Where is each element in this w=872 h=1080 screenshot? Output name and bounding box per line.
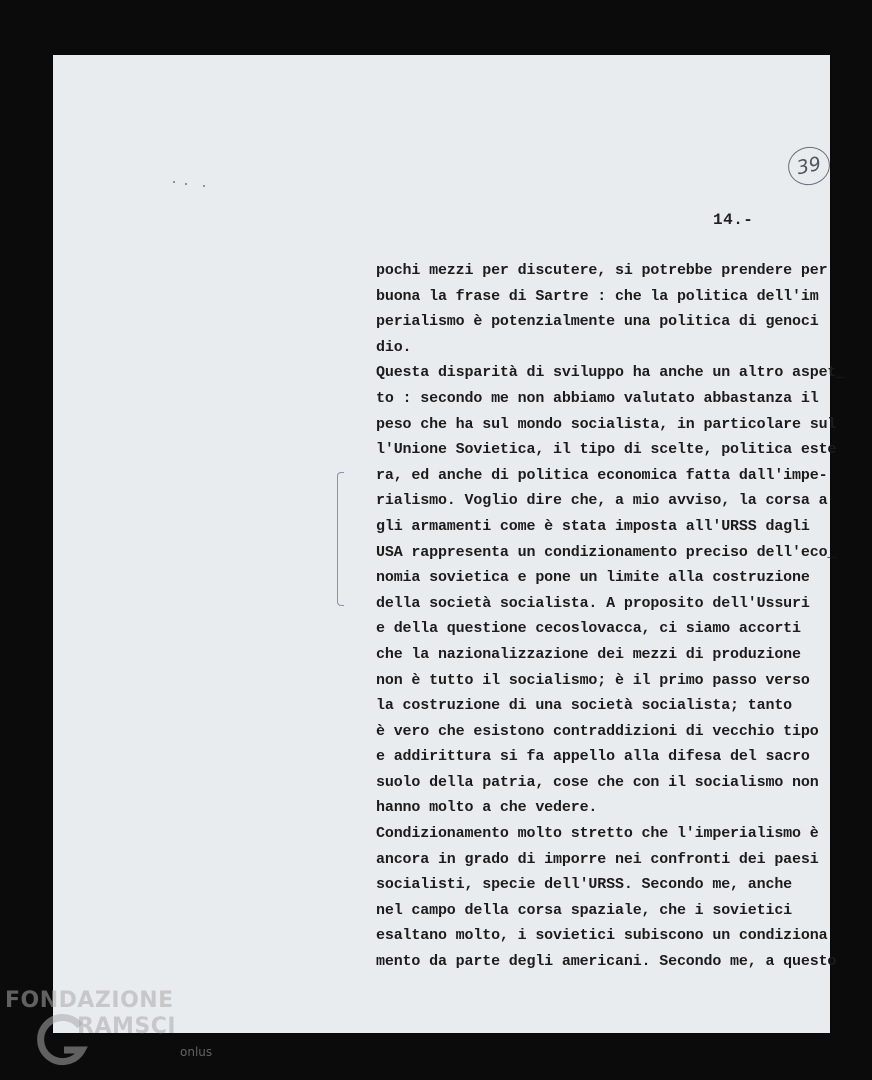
text-line: perialismo è potenzialmente una politica di genoci: [376, 313, 819, 331]
text-line: socialisti, specie dell'URSS. Secondo me, anche: [376, 876, 793, 894]
text-line: la costruzione di una società socialista; tanto: [376, 697, 793, 715]
text-line: ancora in grado di imporre nei confronti dei paesi: [376, 850, 819, 868]
text-line: l'Unione Sovietica, il tipo di scelte, politica este: [376, 441, 837, 459]
text-line: peso che ha sul mondo socialista, in particolare sul: [376, 415, 837, 433]
paper-specks: [173, 179, 207, 187]
text-line: e addirittura si fa appello alla difesa del sacro: [376, 748, 810, 766]
text-line: dio.: [376, 338, 412, 356]
text-line: non è tutto il socialismo; è il primo passo verso: [376, 671, 810, 689]
watermark-line-3: onlus: [180, 1045, 213, 1059]
text-line: suolo della patria, cose che con il socialismo non: [376, 773, 819, 791]
text-line: mento da parte degli americani. Secondo me, a questo: [376, 953, 837, 971]
margin-pencil-bracket: [337, 472, 344, 606]
text-line: e della questione cecoslovacca, ci siamo accorti: [376, 620, 801, 638]
text-line: nel campo della corsa spaziale, che i sovietici: [376, 901, 793, 919]
text-line: USA rappresenta un condizionamento preciso dell'eco_: [376, 543, 837, 561]
document-page: [53, 55, 846, 1033]
watermark-line-1: FONDAZIONE: [5, 988, 174, 1013]
text-line: buona la frase di Sartre : che la politica dell'im: [376, 287, 819, 305]
text-line: ra, ed anche di politica economica fatta dall'impe-: [376, 466, 828, 484]
text-line: è vero che esistono contraddizioni di vecchio tipo: [376, 722, 819, 740]
text-line: della società socialista. A proposito dell'Ussuri: [376, 594, 810, 612]
text-line: hanno molto a che vedere.: [376, 799, 598, 817]
text-line: to : secondo me non abbiamo valutato abbastanza il: [376, 389, 819, 407]
text-line: che la nazionalizzazione dei mezzi di produzione: [376, 645, 801, 663]
fondazione-gramsci-watermark: [2, 988, 217, 1078]
text-line: nomia sovietica e pone un limite alla costruzione: [376, 569, 810, 587]
watermark-line-2: RAMSCI: [77, 1014, 177, 1039]
page-number: 14.-: [713, 211, 754, 229]
text-line: pochi mezzi per discutere, si potrebbe prendere per: [376, 262, 828, 279]
text-line: Questa disparità di sviluppo ha anche un altro aspet_: [376, 364, 846, 382]
text-line: rialismo. Voglio dire che, a mio avviso, la corsa a: [376, 492, 828, 510]
text-line: Condizionamento molto stretto che l'imperialismo è: [376, 825, 819, 843]
typewritten-text: [376, 258, 845, 975]
text-line: gli armamenti come è stata imposta all'URSS dagli: [376, 517, 810, 535]
text-line: esaltano molto, i sovietici subiscono un condiziona: [376, 927, 828, 945]
folio-number-circled: 39: [785, 143, 834, 189]
